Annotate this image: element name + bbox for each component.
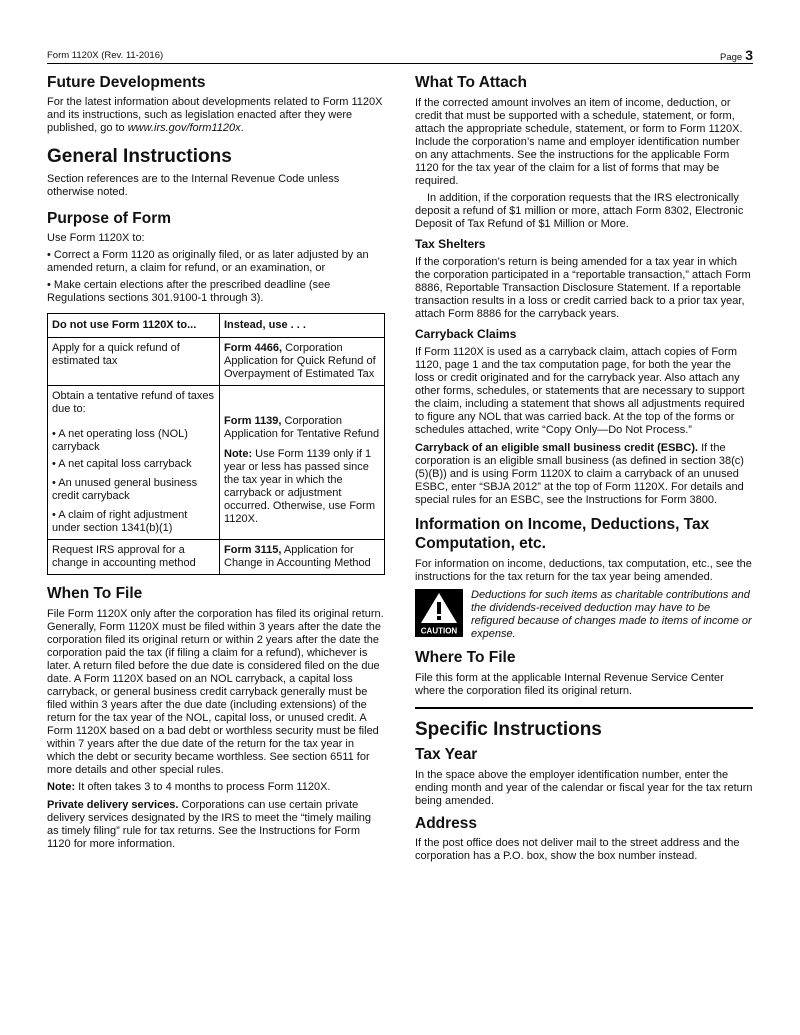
caution-text: Deductions for such items as charitable contributions and the dividends-received deduction may have to be refigured because of changes made to items of income or expense. xyxy=(471,589,752,640)
when-to-file-heading: When To File xyxy=(47,585,143,602)
when-to-file-note: Note: It often takes 3 to 4 months to process Form 1120X. xyxy=(47,781,331,793)
right-column xyxy=(415,70,753,863)
carryback-claims-text: If Form 1120X is used as a carryback claim, attach copies of Form 1120, page 1 and the tax computation page, for both the year the loss or credit originated and for the carryback year. Also attach any other forms, schedules, or statements that are necessary to support the claim, including a statement that shows all adjustments required to figure any NOL that was carried back. At the top of the forms or schedules attached, write “Copy Only—Do Not Process.” xyxy=(415,346,745,436)
table-row: Apply for a quick refund of estimated tax Form 4466, Corporation Application for Quick Refund of Overpayment of Estimated Tax xyxy=(48,338,385,386)
table-header-do-not-use: Do not use Form 1120X to... xyxy=(48,314,220,338)
general-instructions-heading: General Instructions xyxy=(47,146,232,167)
purpose-table xyxy=(47,313,385,575)
when-to-file-text: File Form 1120X only after the corporation has filed its original return. Generally, Form 1120X must be filed within 3 years after the date the corporation filed its original return or within 2 years after the date the corporation paid the tax (if filing a claim for a refund), whichever is later. A return filed before the due date is considered filed on the due date. A Form 1120X based on an NOL carryback, a capital loss carryback, or general business credit carryback generally must be filed within 3 years after the due date (including extensions) of the return for the tax year of the NOL, capital loss, or unused credit. A Form 1120X based on a bad debt or worthless security must be filed within 7 years after the due date of the return for the tax year in which the debt or security became worthless. See section 6511 for more details and other special rules. xyxy=(47,608,384,776)
purpose-intro: Use Form 1120X to: xyxy=(47,232,145,244)
future-developments-text: For the latest information about developments related to Form 1120X and its instructions, such as legislation enacted after they were published, go to www.irs.gov/form1120x. xyxy=(47,96,383,134)
caution-icon xyxy=(415,589,463,637)
tax-shelters-heading: Tax Shelters xyxy=(415,237,486,251)
information-heading: Information on Income, Deductions, Tax Computation, etc. xyxy=(415,516,710,552)
carryback-claims-heading: Carryback Claims xyxy=(415,327,517,341)
purpose-heading: Purpose of Form xyxy=(47,210,172,227)
address-text: If the post office does not deliver mail to the street address and the corporation has a P.O. box, show the box number instead. xyxy=(415,837,740,862)
caution-block xyxy=(415,589,753,641)
table-row: Request IRS approval for a change in accounting method Form 3115, Application for Change in Accounting Method xyxy=(48,540,385,575)
specific-instructions-heading: Specific Instructions xyxy=(415,719,602,740)
header-rule xyxy=(47,63,753,64)
tax-year-text: In the space above the employer identification number, enter the ending month and year of the calendar or fiscal year for the tax return being amended. xyxy=(415,769,753,807)
tax-shelters-text: If the corporation’s return is being amended for a tax year in which the corporation participated in a “reportable transaction,” attach Form 8886, Reportable Transaction Disclosure Statement. If a reportable transaction results in a loss or credit carried back to a prior tax year, attach Form 8886 for the carryback years. xyxy=(415,256,751,320)
where-to-file-heading: Where To File xyxy=(415,649,516,666)
caution-label: CAUTION xyxy=(420,626,458,636)
page-number: Page 3 xyxy=(720,47,753,63)
what-to-attach-text-2: In addition, if the corporation requests that the IRS electronically deposit a refund of $1 million or more, attach Form 8302, Electronic Deposit of Tax Refund of $1 Million or More. xyxy=(415,192,744,230)
general-instructions-text: Section references are to the Internal Revenue Code unless otherwise noted. xyxy=(47,173,340,198)
purpose-bullet-2: • Make certain elections after the prescribed deadline (see Regulations sections 301.9100-1 through 3). xyxy=(47,279,331,304)
future-developments-heading: Future Developments xyxy=(47,74,206,91)
table-row: Obtain a tentative refund of taxes due to: • A net operating loss (NOL) carryback • A net capital loss carryback • An unused general business credit carryback • A claim of right adjustment under section 1341(b)(1) Form 1139, Corporation Application for Tentative Refund Note: Use Form 1139 only if 1 year or less has passed since the tax year in which the carryback or adjustment occurred. Otherwise, use Form 1120X. xyxy=(48,386,385,540)
private-delivery-text: Private delivery services. Corporations can use certain private delivery services designated by the IRS to meet the “timely mailing as timely filing” rule for tax returns. See the Instructions for Form 1120 for more information. xyxy=(47,799,372,850)
left-column xyxy=(47,70,385,851)
information-text: For information on income, deductions, tax computation, etc., see the instructions for the tax return for the tax year being amended. xyxy=(415,558,752,583)
esbc-text: Carryback of an eligible small business credit (ESBC). If the corporation is an eligible small business (as defined in section 38(c)(5)(B)) and is using Form 1120X to claim a carryback of an unused ESBC, enter “SBJA 2012” at the top of Form 1120X. For details and special rules for an ESBC, see the Instructions for Form 3800. xyxy=(415,442,744,506)
address-heading: Address xyxy=(415,815,478,832)
tax-year-heading: Tax Year xyxy=(415,746,478,763)
section-divider xyxy=(415,707,753,709)
purpose-bullet-1: • Correct a Form 1120 as originally filed, or as later adjusted by an amended return, a claim for refund, or an examination, or xyxy=(47,249,369,274)
table-header-instead-use: Instead, use . . . xyxy=(220,314,385,338)
what-to-attach-text: If the corrected amount involves an item of income, deduction, or credit that must be supported with a schedule, statement, or form, attach the appropriate schedule, statement, or form to Form 1120X. Include the corporation’s name and employer identification number on any attachments. See the instructions for the applicable Form 1120 for the tax year of the claim for a list of forms that may be required. xyxy=(415,97,743,187)
where-to-file-text: File this form at the applicable Internal Revenue Service Center where the corporation filed its original return. xyxy=(415,672,724,697)
irs-link[interactable]: www.irs.gov/form1120x xyxy=(127,122,241,134)
form-id: Form 1120X (Rev. 11-2016) xyxy=(47,50,164,61)
what-to-attach-heading: What To Attach xyxy=(415,74,527,91)
